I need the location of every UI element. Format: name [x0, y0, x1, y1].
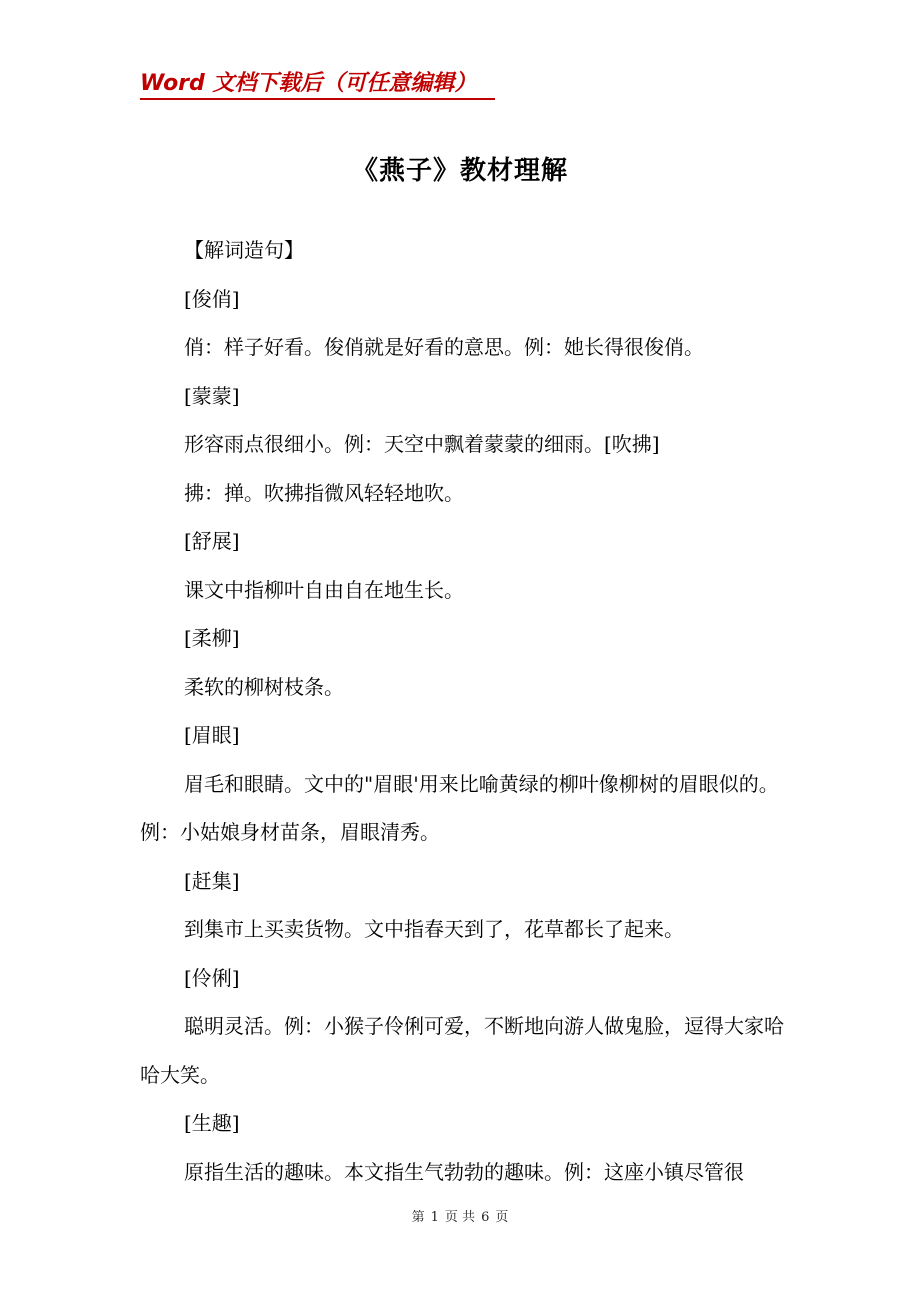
definition-meiyan: 眉毛和眼睛。文中的"眉眼'用来比喻黄绿的柳叶像柳树的眉眼似的。例：小姑娘身材苗条，眉眼清秀。	[140, 771, 779, 844]
header-link-text[interactable]: Word 文档下载后（可任意编辑）	[140, 71, 477, 96]
term-rouliu: [柔柳]	[184, 626, 240, 650]
document-title: 《燕子》教材理解	[351, 156, 568, 186]
page-label-prefix: 第	[411, 1210, 425, 1225]
term-mengmeng: [蒙蒙]	[184, 383, 240, 408]
definition-chuifu: 拂：掸。吹拂指微风轻轻地吹。	[184, 480, 464, 505]
term-lingli: [伶俐]	[184, 965, 240, 990]
definition-lingli: 聪明灵活。例：小猴子伶俐可爱，不断地向游人做鬼脸，逗得大家哈哈大笑。	[140, 1014, 784, 1087]
term-shuzhan: [舒展]	[184, 529, 240, 553]
header-download-link[interactable]	[140, 64, 495, 100]
page-label-mid: 页 共	[444, 1210, 476, 1225]
definition-shengqu: 原指生活的趣味。本文指生气勃勃的趣味。例：这座小镇尽管很	[184, 1159, 744, 1184]
definition-mengmeng: 形容雨点很细小。例：天空中飘着蒙蒙的细雨。[吹拂]	[184, 432, 660, 456]
section-heading: 【解词造句】	[184, 238, 304, 262]
total-pages-number: 6	[481, 1210, 490, 1225]
term-junqiao: [俊俏]	[184, 286, 240, 311]
current-page-number: 1	[430, 1210, 439, 1225]
definition-shuzhan: 课文中指柳叶自由自在地生长。	[184, 577, 464, 602]
page-footer	[0, 1206, 920, 1225]
term-meiyan: [眉眼]	[184, 723, 240, 747]
document-body	[140, 226, 800, 1196]
page-label-suffix: 页	[495, 1210, 509, 1225]
definition-junqiao: 俏：样子好看。俊俏就是好看的意思。例：她长得很俊俏。	[184, 335, 704, 359]
term-ganji: [赶集]	[184, 868, 240, 893]
term-shengqu: [生趣]	[184, 1111, 240, 1135]
definition-rouliu: 柔软的柳树枝条。	[184, 674, 344, 699]
definition-ganji: 到集市上买卖货物。文中指春天到了，花草都长了起来。	[184, 917, 684, 941]
